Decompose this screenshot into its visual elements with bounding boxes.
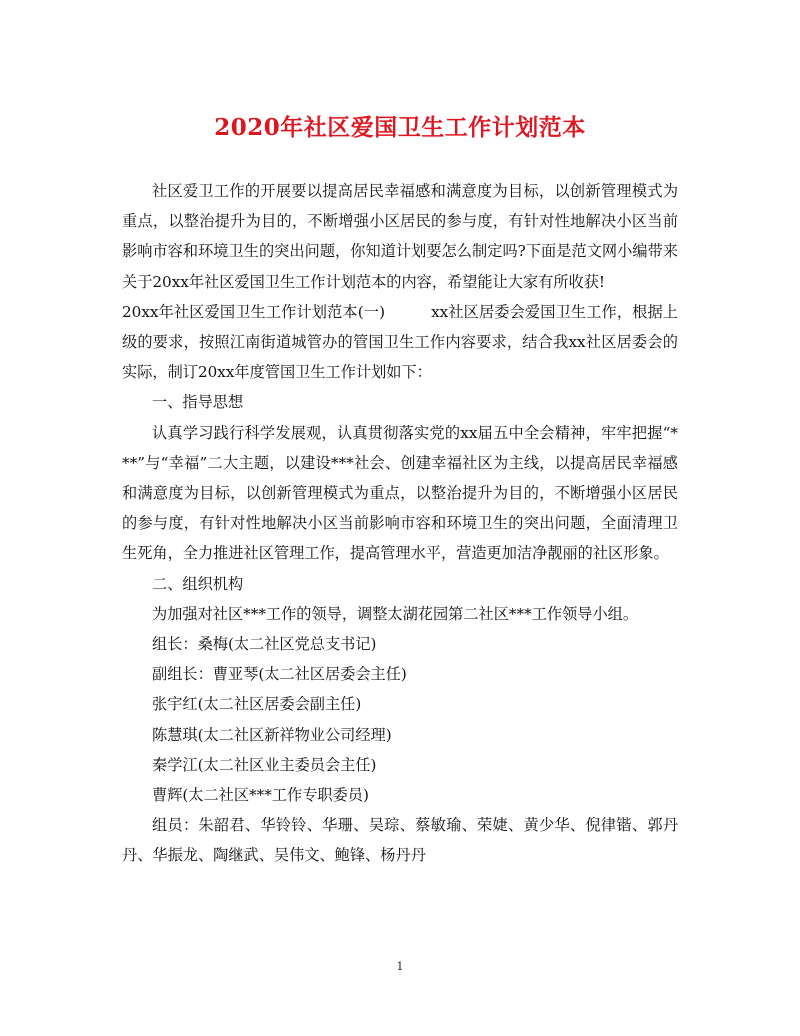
heading-guiding-ideology: 一、指导思想 (152, 393, 244, 412)
section-paragraph (122, 297, 678, 388)
section-intro: xx社区居委会爱国卫生工作，根据上级的要求，按照江南街道城管办的管国卫生工作内容要求，结合我xx社区居委会的实际，制订20xx年度管国卫生工作计划如下： (122, 302, 678, 382)
section-heading: 20xx年社区爱国卫生工作计划范本(一) (122, 302, 386, 321)
member-line: 张宇红(太二社区居委会副主任) (152, 695, 362, 714)
member-line: 组长：桑梅(太二社区党总支书记) (152, 635, 377, 654)
member-line: 副组长：曹亚琴(太二社区居委会主任) (152, 665, 407, 684)
group-members-paragraph: 组员：朱韶君、华铃铃、华珊、吴琮、蔡敏瑜、荣婕、黄少华、倪律锴、郭丹丹、华振龙、陶继武、吴伟文、鲍锋、杨丹丹 (122, 816, 678, 865)
page-number: 1 (396, 960, 404, 973)
member-line: 陈慧琪(太二社区新祥物业公司经理) (152, 725, 392, 744)
organization-paragraph: 为加强对社区***工作的领导，调整太湖花园第二社区***工作领导小组。 (152, 604, 638, 623)
guiding-ideology-paragraph: 认真学习践行科学发展观，认真贯彻落实党的xx届五中全会精神，牢牢把握“***”与“幸福”二大主题，以建设***社会、创建幸福社区为主线，以提高居民幸福感和满意度为目标，以创新管理模式为重点，以整治提升为目的，不断增强小区居民的参与度，有针对性地解决小区当前影响市容和环境卫生的突出问题，全面清理卫生死角，全力推进社区管理工作，提高管理水平，营造更加洁净靓丽的社区形象。 (122, 423, 678, 563)
document-body (122, 176, 678, 871)
intro-paragraph: 社区爱卫工作的开展要以提高居民幸福感和满意度为目标，以创新管理模式为重点，以整治提升为目的，不断增强小区居民的参与度，有针对性地解决小区当前影响市容和环境卫生的突出问题，你知道计划要怎么制定吗?下面是范文网小编带来关于20xx年社区爱国卫生工作计划范本的内容，希望能让大家有所收获! (122, 182, 678, 291)
member-line: 曹辉(太二社区***工作专职委员) (152, 786, 369, 805)
heading-organization: 二、组织机构 (152, 574, 244, 593)
member-line: 秦学江(太二社区业主委员会主任) (152, 755, 377, 774)
document-title: 2020年社区爱国卫生工作计划范本 (214, 114, 586, 141)
